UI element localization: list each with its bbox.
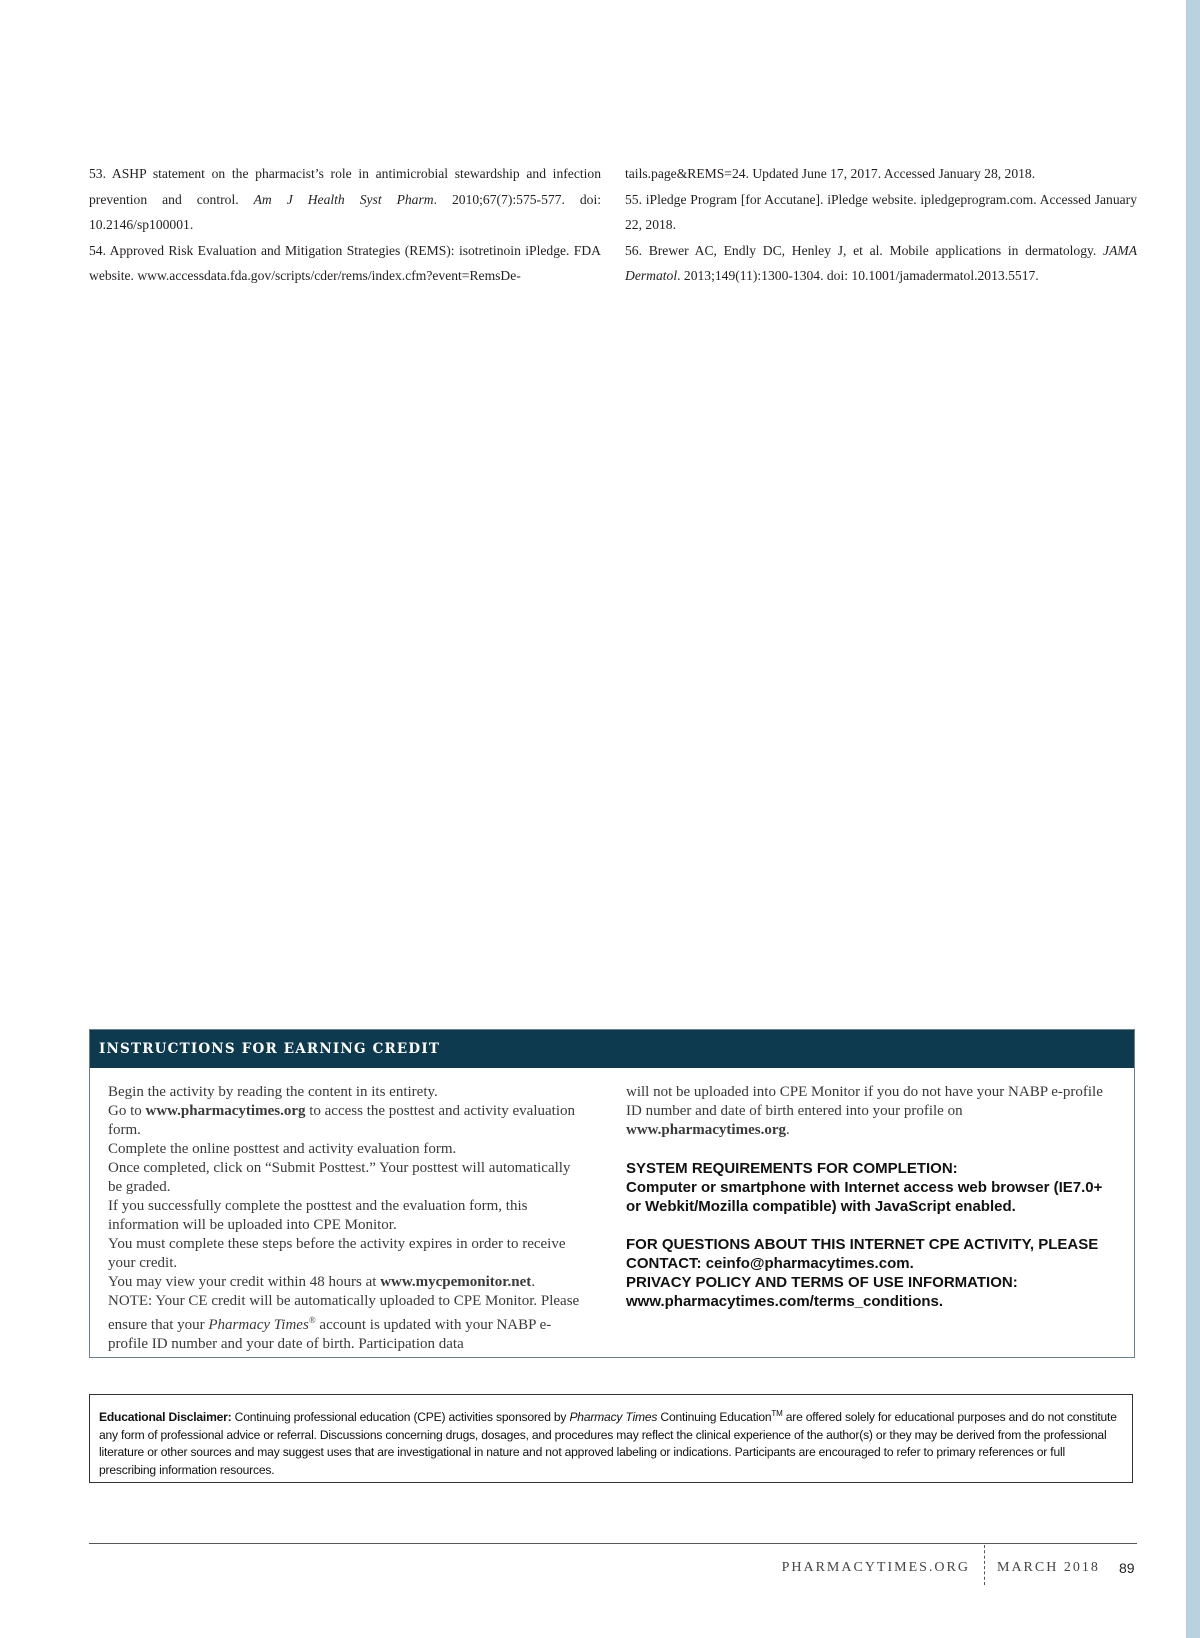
page-number: 89 (1119, 1560, 1135, 1576)
footer-divider (984, 1545, 985, 1585)
footer-date: MARCH 2018 (997, 1560, 1100, 1575)
instructions-heading: INSTRUCTIONS FOR EARNING CREDIT (90, 1030, 1134, 1068)
instructions-left-column (108, 1083, 584, 1354)
questions-contact: FOR QUESTIONS ABOUT THIS INTERNET CPE ACTIVITY, PLEASE CONTACT: ceinfo@pharmacytimes.com. (626, 1236, 1099, 1272)
instruction-note: NOTE: Your CE credit will be automatically uploaded to CPE Monitor. Please ensure that your Pharmacy Times® account is updated with your NABP e-profile ID number and your date of birth. Participation data (108, 1293, 580, 1352)
reference-55: 55. iPledge Program [for Accutane]. iPledge website. ipledgeprogram.com. Accessed January 22, 2018. (625, 191, 1137, 232)
mycpemonitor-link[interactable]: www.mycpemonitor.net (380, 1274, 532, 1290)
reference-53: 53. ASHP statement on the pharmacist’s role in antimicrobial stewardship and infection prevention and control. Am J Health Syst Pharm. 2010;67(7):575-577. doi: 10.2146/sp100001. (89, 166, 601, 232)
reference-56: 56. Brewer AC, Endly DC, Henley J, et al. Mobile applications in dermatology. JAMA Dermatol. 2013;149(11):1300-1304. doi: 10.1001/jamadermatol.2013.5517. (625, 242, 1137, 283)
privacy-title: PRIVACY POLICY AND TERMS OF USE INFORMATION: (626, 1274, 1018, 1291)
instruction-step: Complete the online posttest and activity evaluation form. (108, 1141, 457, 1157)
instruction-step: You may view your credit within 48 hours at www.mycpemonitor.net. (108, 1274, 536, 1290)
instructions-box (89, 1029, 1135, 1358)
pharmacytimes-link[interactable]: www.pharmacytimes.org (626, 1122, 786, 1138)
instruction-step: You must complete these steps before the activity expires in order to receive your credit. (108, 1236, 566, 1271)
journal-title: Am J Health Syst Pharm (253, 191, 434, 207)
footer-site: PHARMACYTIMES.ORG (781, 1560, 970, 1575)
educational-disclaimer: Educational Disclaimer: Continuing professional education (CPE) activities sponsored by Pharmacy Times Continuing Education™ are offered solely for educational purposes and do not constitute any form of professional advice or referral. Discussions concerning drugs, dosages, and procedures may reflect the clinical experience of the author(s) or they may be derived from the professional literature or other sources and may suggest uses that are investigational in nature and not approved labeling or indications. Participants are encouraged to refer to primary references or full prescribing information resources. (89, 1394, 1133, 1483)
side-color-strip (1186, 0, 1200, 1638)
system-requirements-title: SYSTEM REQUIREMENTS FOR COMPLETION: (626, 1160, 958, 1177)
pharmacytimes-link[interactable]: www.pharmacytimes.org (145, 1103, 306, 1119)
instruction-step: Once completed, click on “Submit Posttest.” Your posttest will automatically be graded. (108, 1160, 571, 1195)
references-left-column (89, 161, 601, 289)
disclaimer-label: Educational Disclaimer: (99, 1410, 232, 1425)
instruction-step: If you successfully complete the posttest and the evaluation form, this information will be uploaded into CPE Monitor. (108, 1198, 528, 1233)
instructions-right-column (626, 1083, 1106, 1354)
journal-title: JAMA Dermatol (625, 242, 1137, 283)
reference-54-continued: tails.page&REMS=24. Updated June 17, 2017. Accessed January 28, 2018. (625, 166, 1036, 181)
terms-link[interactable]: www.pharmacytimes.com/terms_conditions. (626, 1293, 944, 1310)
references (89, 161, 1137, 289)
instruction-step: Begin the activity by reading the content in its entirety. (108, 1084, 438, 1100)
system-requirements-text: Computer or smartphone with Internet access web browser (IE7.0+ or Webkit/Mozilla compatible) with JavaScript enabled. (626, 1179, 1103, 1215)
instruction-note-continued: will not be uploaded into CPE Monitor if you do not have your NABP e-profile ID number and date of birth entered into your profile on www.pharmacytimes.org. (626, 1084, 1103, 1138)
reference-54: 54. Approved Risk Evaluation and Mitigation Strategies (REMS): isotretinoin iPledge. FDA website. www.accessdata.fda.gov/scripts/cder/rems/index.cfm?event=RemsDe- (89, 242, 601, 283)
instruction-step: Go to www.pharmacytimes.org to access the posttest and activity evaluation form. (108, 1103, 575, 1138)
footer-rule (89, 1543, 1137, 1544)
references-right-column (625, 161, 1137, 289)
